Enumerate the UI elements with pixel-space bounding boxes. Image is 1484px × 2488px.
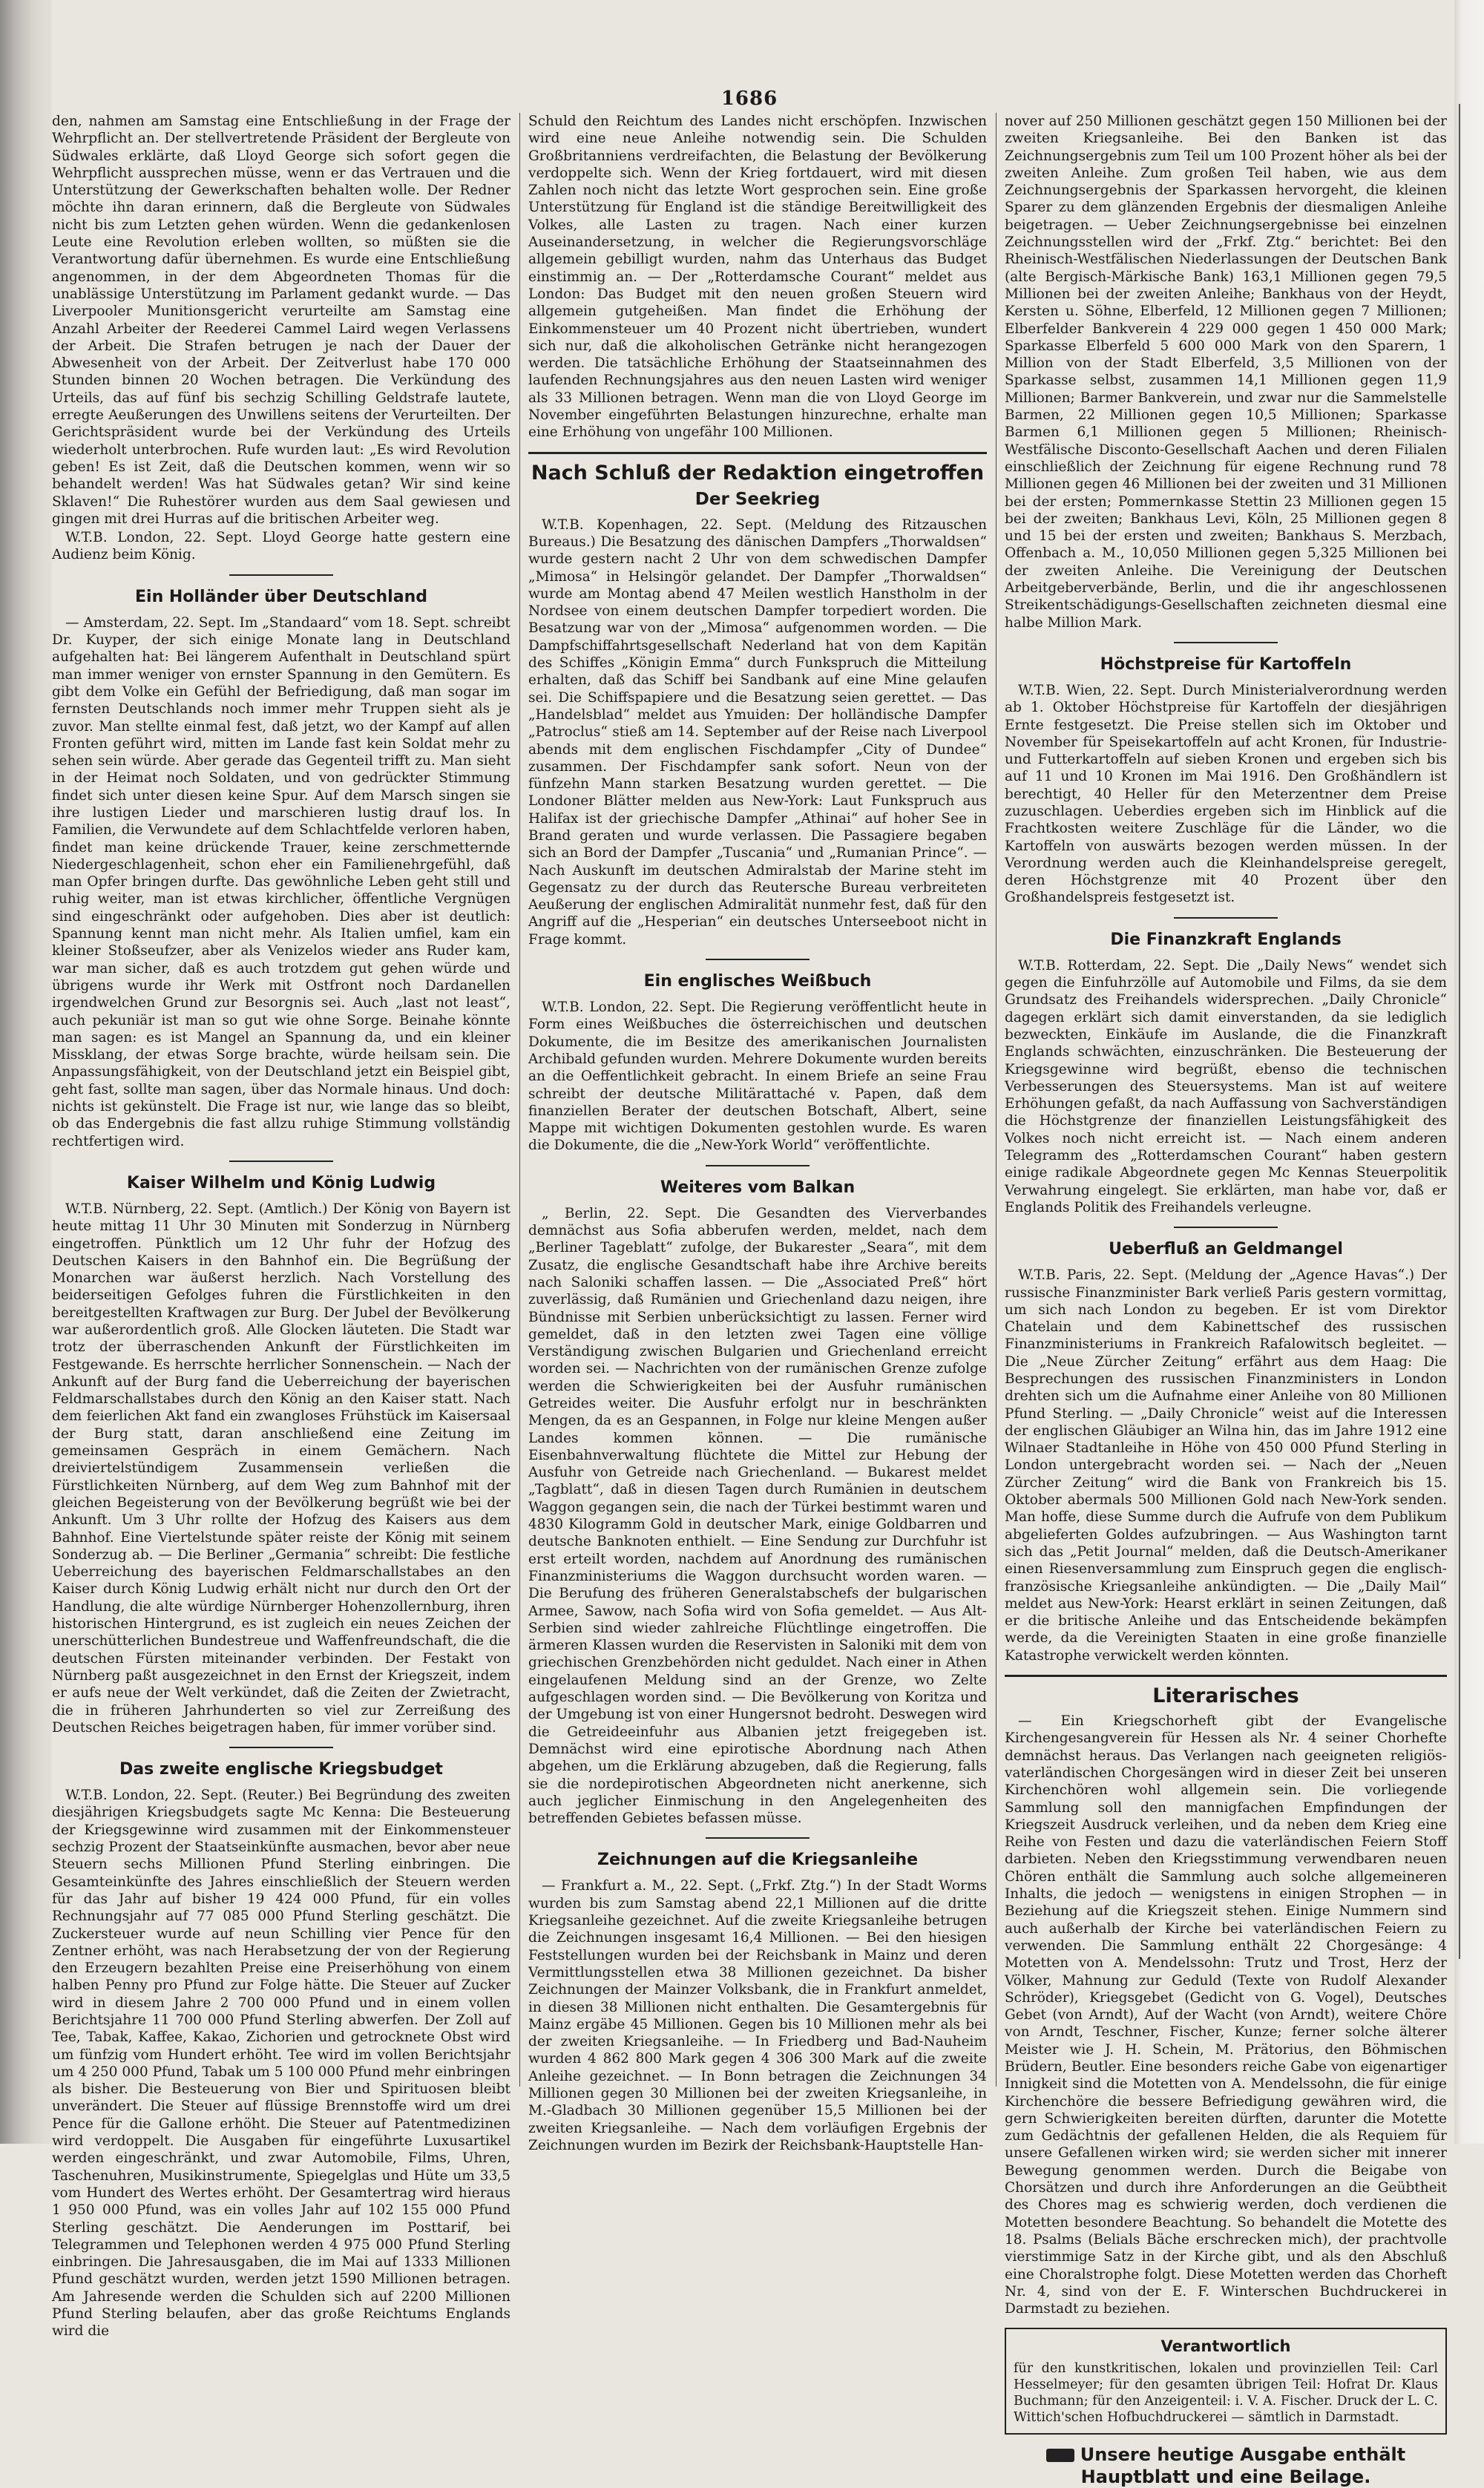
headline: Der Seekrieg — [695, 489, 821, 509]
article-text: „ Berlin, 22. Sept. Die Gesandten des Vierverbandes demnächst aus Sofia abberufen werden, meldet, nach dem „Berliner Tageblatt“ zufolge, der Bukarester „Seara“, mit dem Zusatz, die englische Gesandtschaft habe ihre Archive bereits nach Saloniki schaffen lassen. — Die „Associated Preß“ hört zuverlässig, daß Rumänien und Griechenland dazu neigen, ihre Bündnisse mit Serbien unberücksichtigt zu lassen. Ferner wird gemeldet, daß in den letzten zwei Tagen eine völlige Verständigung zwischen Bulgarien und Griechenland erreicht worden sei. — Nachrichten von der rumänischen Grenze zufolge werden die Schwierigkeiten bei der Ausfuhr rumänischen Getreides weiter. Die Ausfuhr erfolgt nur in beschränkten Mengen, da es an Gespannen, in Folge nur kleine Mengen außer Landes kommen können. — Die rumänische Eisenbahnverwaltung flüchtete die Mittel zur Hebung der Ausfuhr von Getreide nach Griechenland. — Bukarest meldet „Tagblatt“, daß in diesen Tagen durch Rumänien in deutschem Waggon gegangen sein, die nach der Türkei bestimmt waren und 4830 Kilogramm Gold in deutscher Mark, einige Goldbarren und deutsche Banknoten enthielt. — Eine Sendung zur Durchfuhr ist erst erteilt worden, nachdem auf Anordnung des rumänischen Finanzministeriums die Waggon durchsucht worden waren. — Die Berufung des früheren Generalstabschefs der bulgarischen Armee, Sawow, nach Sofia wird von Sofia gemeldet. — Aus Alt-Serbien sind wieder zahlreiche Flüchtlinge eingetroffen. Die ärmeren Klassen wurden die Reservisten in Saloniki mit dem von griechischen Grenzbehörden nicht geduldet. Nach einer in Athen eingelaufenen Meldung sind an der Grenze, wo Zelte aufgeschlagen worden sind. — Die Bevölkerung von Koritza und der Umgebung ist von einer Hungersnot bedroht. Deswegen wird die Getreideeinfuhr aus Albanien jetzt freigegeben ist. Demnächst wird eine epirotische Abordnung nach Athen abgehen, um die Erklärung abzugeben, daß die Regierung, falls sie die nordepirotischen Abgeordneten nicht anerkenne, sich auch jeglicher Einmischung in den Angelegenheiten des betreffenden Gebietes befassen müsse. — [528, 1205, 987, 1827]
divider — [229, 1161, 333, 1162]
headline: Weiteres vom Balkan — [660, 1178, 856, 1197]
newspaper-page — [52, 88, 1447, 2488]
article-text: W.T.B. London, 22. Sept. Die Regierung veröffentlicht heute in Form eines Weißbuches die österreichischen und deutschen Dokumente, die im Besitze des amerikanischen Journalisten Archibald gefunden wurden. Mehrere Dokumente wurden bereits an die Oeffentlichkeit gebracht. In einem Briefe an seine Frau schreibt der deutsche Militärattaché v. Papen, daß dem finanziellen Berater der deutschen Botschaft, Albert, seine Mappe mit wichtigen Dokumenten gestohlen wurde. Es waren die Dokumente, die die „New-York World“ veröffentlichte. — [528, 1000, 987, 1154]
divider — [706, 1165, 810, 1166]
article-text: W.T.B. Nürnberg, 22. Sept. (Amtlich.) Der König von Bayern ist heute mittag 11 Uhr 30 Minuten mit Sonderzug in Nürnberg eingetroffen. Pünktlich um 12 Uhr fuhr der Hofzug des Deutschen Kaisers in den Bahnhof ein. Die Begrüßung der Monarchen war äußerst herzlich. Nach Vorstellung des beiderseitigen Gefolges fuhren die Fürstlichkeiten in den bereitgestellten Kraftwagen zur Burg. Der Jubel der Bevölkerung war außerordentlich groß. Alle Glocken läuteten. Die Stadt war trotz der überraschenden Ankunft der Fürstlichkeiten im Festgewande. Es herrschte herrlicher Sonnenschein. — Nach der Ankunft auf der Burg fand die Ueberreichung der bayerischen Feldmarschallstabes durch den König an den Kaiser statt. Nach dem feierlichen Akt fand ein zwangloses Frühstück im Kaisersaal der Burg statt, daran anschließend eine Zeitung im gemeinsamen Gespräch in einem Gemächern. Nach dreiviertelstündigem Zusammensein verließen die Fürstlichkeiten Nürnberg, auf dem Weg zum Bahnhof mit der gleichen Begeisterung von der Bevölkerung begrüßt wie bei der Ankunft. Um 3 Uhr rollte der Hofzug des Kaisers aus dem Bahnhof. Eine Viertelstunde später reiste der König mit seinem Sonderzug ab. — Die Berliner „Germania“ schreibt: Die festliche Ueberreichung des bayerischen Feldmarschallstabes an den Kaiser durch König Ludwig erhält nicht nur durch den Ort der Handlung, die alte würdige Nürnberger Hohenzollernburg, ihren historischen Hintergrund, es ist zugleich ein neues Zeichen der unerschütterlichen Bundestreue und Waffenfreundschaft, die die deutschen Fürsten miteinander verbinden. Der Festakt von Nürnberg paßt ausgezeichnet in den Ernst der Kriegszeit, indem er aufs neue der Welt verkündet, daß die Zeiten der Zwietracht, die in früheren Jahrhunderten so viel zur Zerreißung des Deutschen Reiches beigetragen haben, für immer vorüber sind. — [52, 1201, 510, 1736]
section-headline: Literarisches — [1152, 1684, 1299, 1708]
column-rule-1 — [519, 113, 520, 2087]
imprint-box — [1005, 2328, 1447, 2435]
headline: Ein englisches Weißbuch — [643, 972, 872, 991]
headline: Ein Holländer über Deutschland — [135, 587, 427, 606]
edition-notice — [1005, 2443, 1447, 2488]
article-text: W.T.B. Rotterdam, 22. Sept. Die „Daily News“ wendet sich gegen die Einfuhrzölle auf Automobile und Films, da sie dem Grundsatz des Freihandels widersprechen. „Daily Chronicle“ dagegen erklärt sich damit einverstanden, da sie lediglich bezweckten, Einkäufe im Auslande, die die Finanzkraft Englands schwächten, einzuschränken. Die Besteuerung der Kriegsgewinne wird begrüßt, ebenso die technischen Verbesserungen des Steuersystems. Man ist auf weitere Erhöhungen gefaßt, da nach Auffassung von Sachverständigen die Höchstgrenze der finanziellen Leistungsfähigkeit des Volkes noch nicht erreicht ist. — Nach einem anderen Telegramm des „Rotterdamschen Courant“ haben gestern einige radikale Abgeordnete gegen Mc Kennas Steuerpolitik Verwahrung eingelegt. Sie erklärten, man habe vor, daß er Englands Politik des Freihandels verleugne. — [1005, 957, 1447, 1215]
divider — [229, 574, 333, 576]
column-3 — [1005, 113, 1447, 2488]
article-text: Schuld den Reichtum des Landes nicht erschöpfen. Inzwischen wird eine neue Anleihe notwendig sein. Die Schulden Großbritanniens verdreifachten, die Belastung der Bevölkerung verdoppelte sich. Wenn der Krieg fortdauert, wird mit diesen Zahlen noch nicht das letzte Wort gesprochen sein. Eine große Unterstützung für England ist die ständige Bereitwilligkeit des Volkes, alle Lasten zu tragen. Nach einer kurzen Auseinandersetzung, in welcher die Regierungsvorschläge allgemein gebilligt wurden, nahm das Unterhaus das Budget einstimmig an. — Der „Rotterdamsche Courant“ meldet aus London: Das Budget mit den neuen großen Steuern wird allgemein gutgeheißen. Man findet die Erhöhung der Einkommensteuer um 40 Prozent nicht übertrieben, wundert sich nur, daß die alkoholischen Getränke nicht herangezogen werden. Die tatsächliche Erhöhung der Staatseinnahmen des laufenden Rechnungsjahres aus den neuen Lasten wird weniger als 33 Millionen betragen. Wenn man die von Lloyd George im November eingeführten Belastungen hinzurechne, erhalte man eine Erhöhung von ungefähr 100 Millionen. — [528, 114, 987, 441]
imprint-text: für den kunstkritischen, lokalen und provinziellen Teil: Carl Hesselmeyer; für den gesamten übrigen Teil: Hofrat Dr. Klaus Buchmann; für den Anzeigenteil: i. V. A. Fischer. Druck der L. C. Wittich'schen Hofbuchdruckerei — sämtlich in Darmstadt. — [1014, 2361, 1438, 2426]
article-text: W.T.B. London, 22. Sept. Lloyd George hatte gestern eine Audienz beim König. — [52, 530, 510, 563]
divider — [528, 452, 987, 454]
headline: Die Finanzkraft Englands — [1110, 930, 1342, 949]
imprint-title: Verantwortlich — [1160, 2337, 1291, 2356]
divider — [229, 1747, 333, 1748]
divider — [706, 1837, 810, 1839]
divider — [1005, 1675, 1447, 1677]
column-1 — [52, 113, 510, 2340]
article-text: W.T.B. London, 22. Sept. (Reuter.) Bei Begründung des zweiten diesjährigen Kriegsbudgets sagte Mc Kenna: Die Besteuerung der Kriegsgewinne wird zusammen mit der Einkommensteuer sechzig Prozent der Staatseinkünfte ausmachen, bevor aber neue Steuern sechs Millionen Pfund Sterling einbringen. Die Gesamteinkünfte des Jahres einschließlich der Steuern werden für das Jahr auf bisher 19 424 000 Pfund, für ein volles Rechnungsjahr auf 77 085 000 Pfund Sterling geschätzt. Die Zuckersteuer wurde auf neun Schilling vier Pence für den Zentner erhöht, was nach Herabsetzung der von der Regierung den Erzeugern bezahlten Preise eine Preiserhöhung von einem halben Penny pro Pfund zur Folge hätte. Die Steuer auf Zucker wird in diesem Jahre 2 700 000 Pfund und in einem vollen Berichtsjahre 11 700 000 Pfund Sterling abwerfen. Der Zoll auf Tee, Tabak, Kaffee, Kakao, Zichorien und getrocknete Obst wird um fünfzig vom Hundert erhöht. Tee wird im vollen Berichtsjahr um 4 250 000 Pfund, Tabak um 5 100 000 Pfund mehr einbringen als bisher. Die Besteuerung von Bier und Spirituosen bleibt unverändert. Die Steuer auf flüssige Brennstoffe wird um drei Pence für die Gallone erhöht. Die Steuer auf Patentmedizinen wird verdoppelt. Die Ausgaben für eingeführte Luxusartikel werden eingeschränkt, und zwar Automobile, Films, Uhren, Taschenuhren, Musikinstrumente, Spiegelglas und Hüte um 33,5 vom Hundert des Wertes erhöht. Der Gesamtertrag wird hieraus 1 950 000 Pfund, was ein volles Jahr auf 102 155 000 Pfund Sterling geschätzt. Die Aenderungen im Posttarif, bei Telegrammen und Telephonen werden 4 975 000 Pfund Sterling einbringen. Die Jahresausgaben, die im Mai auf 1333 Millionen Pfund geschätzt wurden, werden jetzt 1590 Millionen betragen. Am Jahresende werden die Schulden sich auf 2200 Millionen Pfund Sterling belaufen, aber das große Reichtums Englands wird die — [52, 1788, 510, 2340]
headline: Das zweite englische Kriegsbudget — [119, 1760, 443, 1779]
headline: Zeichnungen auf die Kriegsanleihe — [597, 1851, 918, 1870]
article-text: — Frankfurt a. M., 22. Sept. („Frkf. Ztg.“) In der Stadt Worms wurden bis zum Samstag abend 22,1 Millionen auf die dritte Kriegsanleihe gezeichnet. Auf die zweite Kriegsanleihe betrugen die Zeichnungen insgesamt 16,4 Millionen. — Bei den hiesigen Feststellungen wurden bei der Reichsbank in Mainz und deren Vermittlungsstellen etwa 38 Millionen gezeichnet. Da bisher Zeichnungen der Mainzer Volksbank, die in Frankfurt anmeldet, in diesen 38 Millionen nicht enthalten. Die Gesamtergebnis für Mainz ergäbe 45 Millionen. Gegen bis 10 Millionen mehr als bei der zweiten Kriegsanleihe. — In Friedberg und Bad-Nauheim wurden 4 862 800 Mark gegen 4 306 300 Mark auf die zweite Anleihe gezeichnet. — In Bonn betragen die Zeichnungen 34 Millionen gegen 30 Millionen bei der zweiten Kriegsanleihe, in M.-Gladbach 30 Millionen gegenüber 15,5 Millionen bei der zweiten Kriegsanleihe. — Nach dem vorläufigen Ergebnis der Zeichnungen wurden im Bezirk der Reichsbank-Hauptstelle Han- — [528, 1878, 987, 2153]
section-headline: Nach Schluß der Redaktion eingetroffen — [531, 461, 985, 485]
article-text: nover auf 250 Millionen geschätzt gegen 150 Millionen bei der zweiten Kriegsanleihe. Bei den Banken ist das Zeichnungsergebnis zum Teil um 100 Prozent höher als bei der zweiten Anleihe. Zum großen Teil haben, wie aus dem Zeichnungsergebnis der Sparkassen hervorgeht, die kleinen Sparer zu dem glänzenden Ergebnis der diesmaligen Anleihe beigetragen. — Ueber Zeichnungsergebnisse bei einzelnen Zeichnungsstellen wird der „Frkf. Ztg.“ berichtet: Bei den Rheinisch-Westfälischen Niederlassungen der Deutschen Bank (alte Bergisch-Märkische Bank) 163,1 Millionen gegen 79,5 Millionen bei der zweiten Anleihe; Bankhaus von der Heydt, Kersten u. Söhne, Elberfeld, 12 Millionen gegen 7 Millionen; Elberfelder Bankverein 4 229 000 gegen 1 450 000 Mark; Sparkasse Elberfeld 5 600 000 Mark von den Sparern, 1 Million von der Stadt Elberfeld, 3,5 Millionen von der Sparkasse selbst, zusammen 14,1 Millionen gegen 11,9 Millionen; Barmer Bankverein, und zwar nur die Sammelstelle Barmen, 22 Millionen gegen 10,5 Millionen; Sparkasse Barmen 6,1 Millionen gegen 5 Millionen; Rheinisch-Westfälische Disconto-Gesellschaft Aachen und deren Filialen einschließlich der Zeichnung für eigene Rechnung rund 78 Millionen gegen 46 Millionen bei der zweiten und 31 Millionen bei der ersten; Pommernkasse Stettin 23 Millionen gegen 15 bei der zweiten; Bankhaus Levi, Köln, 25 Millionen gegen 8 und 15 bei der ersten und zweiten; Bankhaus S. Merzbach, Offenbach a. M., 10,050 Millionen gegen 5,325 Millionen bei der zweiten Anleihe. Die Vereinigung der Deutschen Arbeitgeberverbände, Berlin, und die ihr angeschlossenen Streikentschädigungs-Gesellschaften zeichneten diesmal eine halbe Million Mark. — [1005, 114, 1447, 631]
headline: Höchstpreise für Kartoffeln — [1100, 654, 1352, 674]
divider — [1174, 917, 1278, 919]
article-text: — Amsterdam, 22. Sept. Im „Standaard“ vom 18. Sept. schreibt Dr. Kuyper, der sich einige Monate lang in Deutschland aufgehalten hat: Bei längerem Aufenthalt in Deutschland spürt man immer weniger von ernster Spannung in den Gemütern. Es gibt dem Volke ein Gefühl der Befriedigung, daß man sogar im fernsten Deutschlands noch immer mehr Truppen sieht als je zuvor. Man stellte einmal fest, daß jetzt, wo der Kampf auf allen Fronten geführt wird, mitten im Lande fast kein Soldat mehr zu sehen sein würde. Aber gerade das Gegenteil trifft zu. Man sieht in der Heimat noch Soldaten, und von gedrückter Stimmung findet sich unter diesen keine Spur. Auf dem Marsch singen sie ihre lustigen Lieder und marschieren lustig drauf los. In Familien, die Verwundete auf dem Schlachtfelde verloren haben, findet man keine drückende Trauer, keine zerschmetternde Niedergeschlagenheit, schon eher ein Familienehrgefühl, daß man Opfer bringen durfte. Das gewöhnliche Leben geht still und ruhig weiter, man ist etwas kirchlicher, öffentliche Vergnügen sind eingeschränkt oder aufgehoben. Dies aber ist deutlich: Spannung kennt man nicht mehr. Als Italien umfiel, kam ein kleiner Stoßseufzer, aber als Venizelos wieder ans Ruder kam, war man sicher, daß es auch trotzdem gut gehen würde und übrigens wurde ihr Werk mit Ostfront noch Dardanellen irgendwelchen Grund zur Besorgnis sei. Auch „last not least“, auch pekuniär ist man so gut wie ohne Sorge. Beinahe könnte man sagen: es ist Mangel an Spannung da, und ein kleiner Missklang, der etwas Sorge brachte, würde heilsam sein. Die Anpassungsfähigkeit, von der Deutschland jetzt ein Beispiel gibt, geht fast, sollte man sagen, über das Normale hinaus. Und doch: nichts ist gekünstelt. Die Frage ist nur, wie lange das so bleibt, ob das Endergebnis die fast allzu ruhige Stimmung vollständig rechtfertigen wird. — [52, 614, 510, 1149]
adjacent-page-strip — [1459, 104, 1472, 1959]
article-text: W.T.B. Wien, 22. Sept. Durch Ministerialverordnung werden ab 1. Oktober Höchstpreise für Kartoffeln der diesjährigen Ernte festgesetzt. Die Preise stellen sich im Oktober und November für Speisekartoffeln auf acht Kronen, für Industrie- und Futterkartoffeln auf sieben Kronen und ergeben sich bis auf 11 und 10 Kronen im Mai 1916. Den Großhändlern ist berechtigt, 40 Heller für den Meterzentner dem Preise zuzuschlagen. Ueberdies ergeben sich im Hinblick auf die Frachtkosten weitere Zuschläge für die Länder, wo die Kartoffeln von auswärts bezogen werden müssen. In der Verordnung werden auch die Kleinhandelspreise geregelt, deren Höchstgrenze mit 40 Prozent über den Großhandelspreis festgesetzt ist. — [1005, 682, 1447, 906]
headline: Ueberfluß an Geldmangel — [1109, 1240, 1343, 1259]
divider — [1174, 642, 1278, 643]
headline: Kaiser Wilhelm und König Ludwig — [126, 1173, 436, 1192]
column-2 — [528, 113, 987, 2153]
binding-gutter — [0, 0, 52, 2144]
divider — [1174, 1227, 1278, 1228]
pointing-hand-icon — [1046, 2449, 1074, 2462]
article-text: den, nahmen am Samstag eine Entschließung in der Frage der Wehrpflicht an. Der stellvertretende Präsident der Bergleute von Südwales erklärte, daß Lloyd George sich sofort gegen die Wehrpflicht aussprechen müsse, wenn er das Vertrauen und die Unterstützung der Gewerkschaften behalten wolle. Der Redner möchte ihn daran erinnern, daß die Bergleute von Südwales nicht bis zum Letzten gehen würden. Wenn die gedankenlosen Leute eine Revolution erleben wollten, so müßten sie die Verantwortung dafür übernehmen. Es wurde eine Entschließung angenommen, in der dem Abgeordneten Thomas für die unablässige Unterstützung im Parlament gedankt wurde. — Das Liverpooler Munitionsgericht verurteilte am Samstag eine Anzahl Arbeiter der Reederei Cammel Laird wegen Verlassens der Arbeit. Die Strafen betrugen je nach der Dauer der Abwesenheit von der Arbeit. Der Zeitverlust habe 170 000 Stunden binnen 20 Wochen betragen. Die Verkündung des Urteils, das auf fünf bis sechzig Schilling Geldstrafe lautete, erregte Aeußerungen des Unwillens seitens der Verurteilten. Der Gerichtspräsident wurde bei der Verkündung des Urteils wiederholt unterbrochen. Rufe wurden laut: „Es wird Revolution geben! Es ist Zeit, daß die Deutschen kommen, wenn wir so behandelt werden! Was hat Südwales getan? Wir sind keine Sklaven!“ Die Ruhestörer wurden aus dem Saal gewiesen und gingen mit drei Hurras auf die britischen Arbeiter weg. — [52, 114, 510, 527]
article-text: — Ein Kriegschorheft gibt der Evangelische Kirchengesangverein für Hessen als Nr. 4 seiner Chorhefte demnächst heraus. Das Verlangen nach geeigneten religiös-vaterländischen Chorgesängen wird in dieser Zeit bei unseren Kirchenchören wohl allgemein sein. Die vorliegende Sammlung soll den mannigfachen Empfindungen der Kriegszeit Ausdruck verleihen, und da neben dem Krieg eine Reihe von Festen und dazu die vaterländischen Feiern Stoff darbieten. Neben den Kriegsstimmung verwendbaren neuen Chören enthält die Sammlung auch solche allgemeineren Inhalts, die jedoch — wenigstens in einigen Strophen — in Beziehung auf die Kriegszeit stehen. Einige Nummern sind auch außerhalb der Kirche bei vaterländischen Feiern zu verwenden. Die Sammlung enthält 22 Chorgesänge: 4 Motetten von A. Mendelssohn: Trutz und Trost, Herz der Völker, Mahnung zur Geduld (Texte von Rudolf Alexander Schröder), Kriegsgebet (Gedicht von G. Vogel), Deutsches Gebet (von Arndt), Auf der Wacht (von Arndt), weitere Chöre von Arndt, Teschner, Fischer, Kunze; ferner solche älterer Meister wie J. H. Schein, M. Prätorius, den Böhmischen Brüdern, Beutler. Eine besonders reiche Gabe von eigenartiger Innigkeit sind die Motetten von A. Mendelssohn, die für einige Kirchenchöre die bessere Befriedigung gewähren wird, die gern Schwierigkeiten bereiten dürften, darunter die Motette zum Gedächtnis der gefallenen Helden, die als Requiem für unsere Gefallenen wirken wird; sie werden sicher mit innerer Bewegung genommen werden. Durch die Beigabe von Chorsätzen und durch ihre Anforderungen an die Geübtheit des Chores mag es schwierig werden, doch verdienen die Motetten besondere Beachtung. So behandelt die Motette des 18. Psalms (Belials Bäche erschrecken mich), der prachtvolle vierstimmige Satz in der Kirche gibt, und als den Abschluß eine Choralstrophe folgt. Diese Motetten werden das Chorheft Nr. 4, sind von der E. F. Winterschen Buchdruckerei in Darmstadt zu beziehen. — [1005, 1713, 1447, 2317]
edition-notice-text: Unsere heutige Ausgabe enthält Hauptblatt und eine Beilage. — [1080, 2444, 1406, 2488]
article-text: W.T.B. Kopenhagen, 22. Sept. (Meldung des Ritzauschen Bureaus.) Die Besatzung des dänischen Dampfers „Thorwaldsen“ wurde gestern nacht 2 Uhr von dem schwedischen Dampfer „Mimosa“ in Helsingör gelandet. Der Dampfer „Thorwaldsen“ wurde am Montag abend 47 Meilen westlich Hanstholm in der Nordsee von einem deutschen Dampfer torpediert worden. Die Besatzung war von der „Mimosa“ aufgenommen worden. — Die Dampfschiffahrtsgesellschaft Nederland hat von dem Kapitän des Schiffes „Königin Emma“ durch Funkspruch die Mitteilung erhalten, daß das Schiff bei Sandbank auf eine Mine gelaufen sei. Die Schiffspapiere und die Besatzung seien gerettet. — Das „Handelsblad“ meldet aus Ymuiden: Der holländische Dampfer „Patroclus“ stieß am 14. September auf der Reise nach Liverpool abends mit dem englischen Fischdampfer „City of Dundee“ zusammen. Der Fischdampfer sank sofort. Neun von der fünfzehn Mann starken Besatzung wurden gerettet. — Die Londoner Blätter melden aus New-York: Laut Funkspruch aus Halifax ist der griechische Dampfer „Athinai“ auf hoher See in Brand geraten und wurde verlassen. Die Passagiere begaben sich an Bord der Dampfer „Tuscania“ und „Rumanian Prince“. — Nach Auskunft im deutschen Admiralstab der Marine steht im Gegensatz zu der durch das Reutersche Bureau verbreiteten Aeußerung der englischen Admiralität nunmehr fest, daß für den Angriff auf die „Hesperian“ ein deutsches Unterseeboot nicht in Frage kommt. — [528, 516, 987, 948]
divider — [706, 959, 810, 960]
page-number: 1686 — [720, 88, 778, 110]
column-rule-2 — [996, 113, 997, 2087]
article-text: W.T.B. Paris, 22. Sept. (Meldung der „Agence Havas“.) Der russische Finanzminister Bark verließ Paris gestern vormittag, um sich nach London zu begeben. Er ist vom Direktor Chatelain und dem Kabinettschef des russischen Finanzministeriums in Frankreich Rafalowitsch begleitet. — Die „Neue Zürcher Zeitung“ erfährt aus dem Haag: Die Besprechungen des russischen Finanzministers in London drehten sich um die Aufnahme einer Anleihe von 80 Millionen Pfund Sterling. — „Daily Chronicle“ weist auf die Interessen der englischen Gläubiger an Wilna hin, das im Jahre 1912 eine Wilnaer Stadtanleihe in Höhe von 450 000 Pfund Sterling in London untergebracht worden sei. — Nach der „Neuen Zürcher Zeitung“ wird die Bank von Frankreich bis 15. Oktober abermals 500 Millionen Gold nach New-York senden. Man hoffe, diese Summe durch die Aufrufe von dem Publikum abgelieferten Goldes aufzubringen. — Aus Washington tarnt sich das „Petit Journal“ melden, daß die Deutsch-Amerikaner einen Riesenversammlung zum Einspruch gegen die englisch-französische Kriegsanleihe ankündigten. — Die „Daily Mail“ meldet aus New-York: Hearst erklärt in seinen Zeitungen, daß er die britische Anleihe und das Entscheidende bekämpfen werde, da die Vereinigten Staaten in eine große finanzielle Katastrophe verwickelt werden könnten. — [1005, 1267, 1447, 1664]
